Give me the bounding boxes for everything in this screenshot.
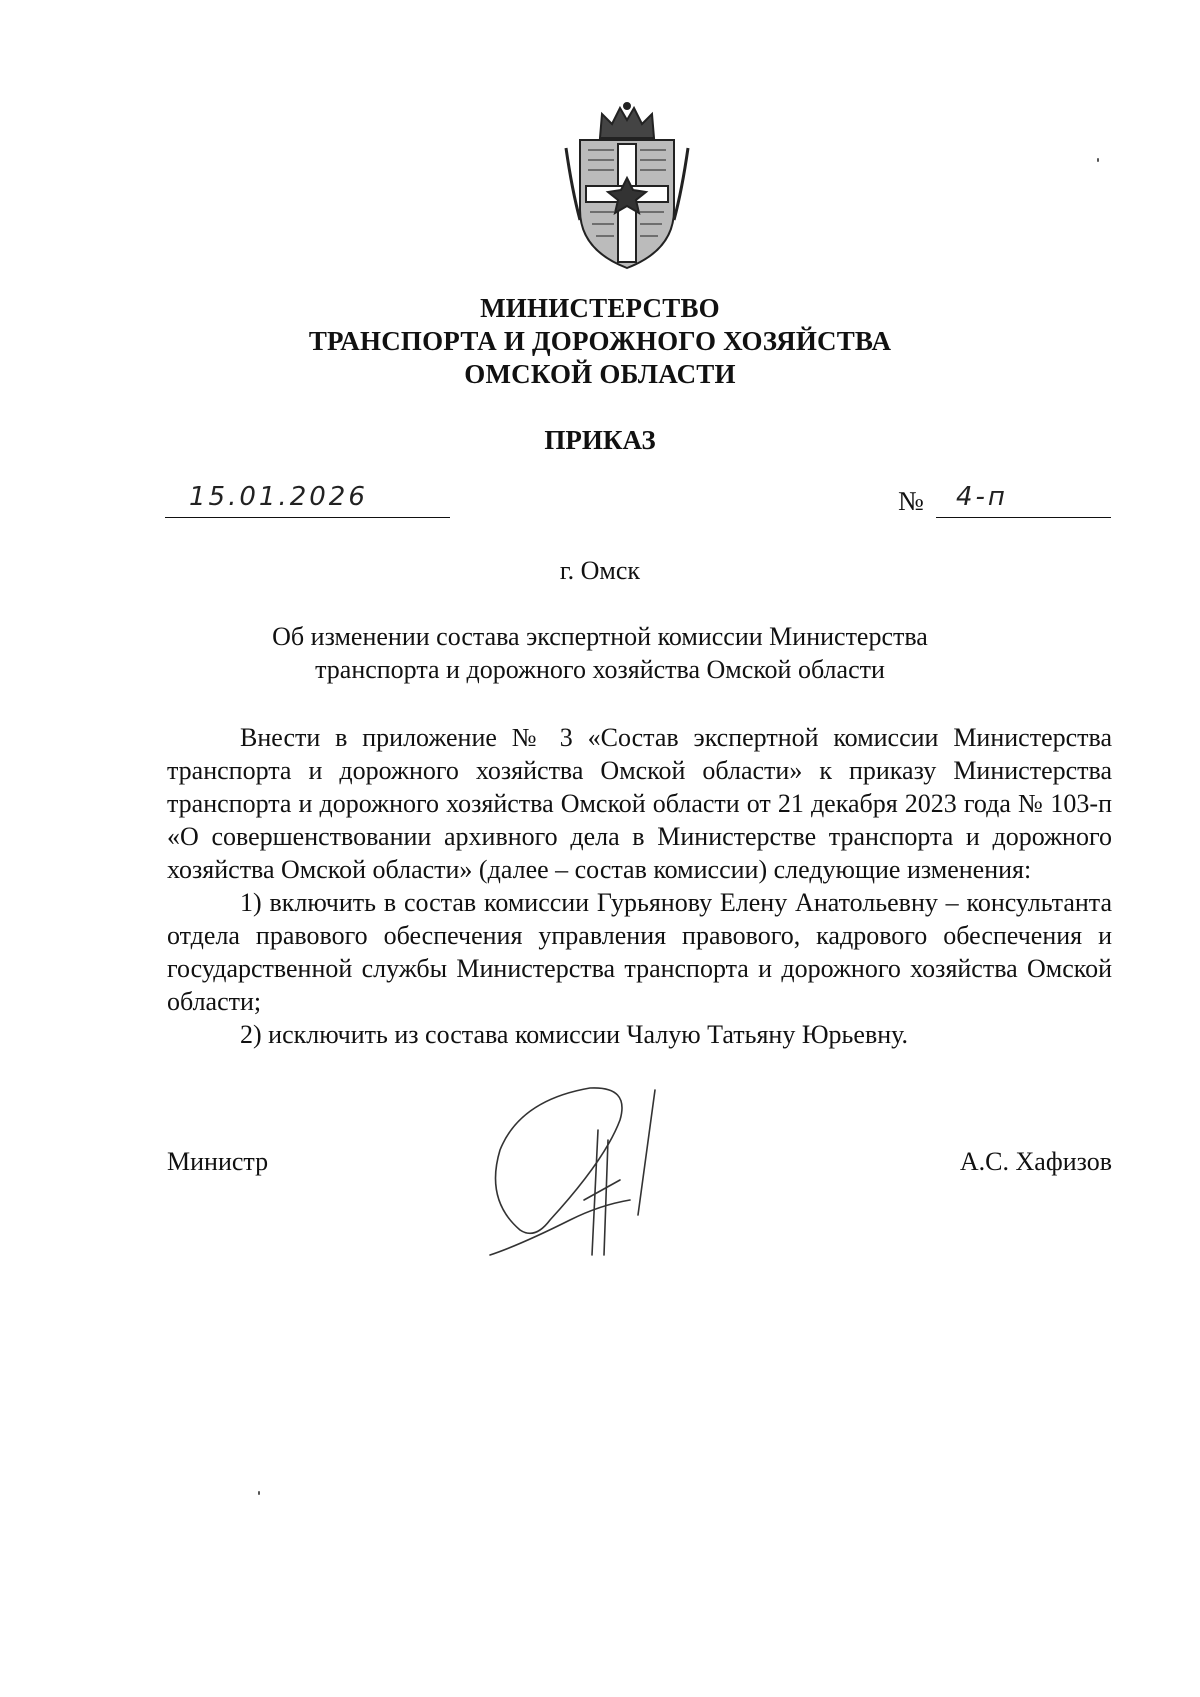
coat-of-arms-emblem xyxy=(562,100,692,275)
ministry-title xyxy=(0,292,1200,391)
scan-speck xyxy=(258,1491,260,1495)
order-body xyxy=(167,721,1112,1051)
document-type-heading: ПРИКАЗ xyxy=(544,425,656,455)
handwritten-signature xyxy=(480,1080,700,1260)
order-number-field xyxy=(898,482,1111,518)
subject-line: транспорта и дорожного хозяйства Омской области xyxy=(315,655,885,684)
body-intro-paragraph: Внести в приложение № 3 «Состав экспертной комиссии Министерства транспорта и дорожного хозяйства Омской области» к приказу Министерства транспорта и дорожного хозяйства Омской области от 21 декабря 2023 года № 103-п «О совершенствовании архивного дела в Министерстве транспорта и дорожного хозяйства Омской области» (далее – состав комиссии) следующие изменения: xyxy=(167,723,1112,884)
ministry-title-line: ТРАНСПОРТА И ДОРОЖНОГО ХОЗЯЙСТВА xyxy=(308,326,892,356)
scan-speck xyxy=(1097,158,1099,162)
signer-position: Министр xyxy=(167,1147,269,1176)
order-number-handwritten: 4-п xyxy=(956,482,1008,512)
order-date-handwritten: 15.01.2026 xyxy=(189,482,368,512)
subject-line: Об изменении состава экспертной комиссии Министерства xyxy=(272,622,928,651)
ministry-title-line: ОМСКОЙ ОБЛАСТИ xyxy=(464,359,736,389)
ministry-title-line: МИНИСТЕРСТВО xyxy=(480,293,720,323)
number-sign: № xyxy=(898,486,924,516)
body-item-1: 1) включить в состав комиссии Гурьянову Елену Анатольевну – консультанта отдела правового обеспечения управления правового, кадрового обеспечения и государственной службы Министерства транспорта и дорожного хозяйства Омской области; xyxy=(167,888,1112,1016)
issue-city: г. Омск xyxy=(559,556,641,585)
date-underline xyxy=(165,517,450,518)
signer-name: А.С. Хафизов xyxy=(959,1147,1112,1176)
order-date-field xyxy=(165,482,450,518)
number-underline xyxy=(936,517,1111,518)
order-subject xyxy=(0,620,1200,686)
body-item-2: 2) исключить из состава комиссии Чалую Татьяну Юрьевну. xyxy=(240,1020,909,1049)
